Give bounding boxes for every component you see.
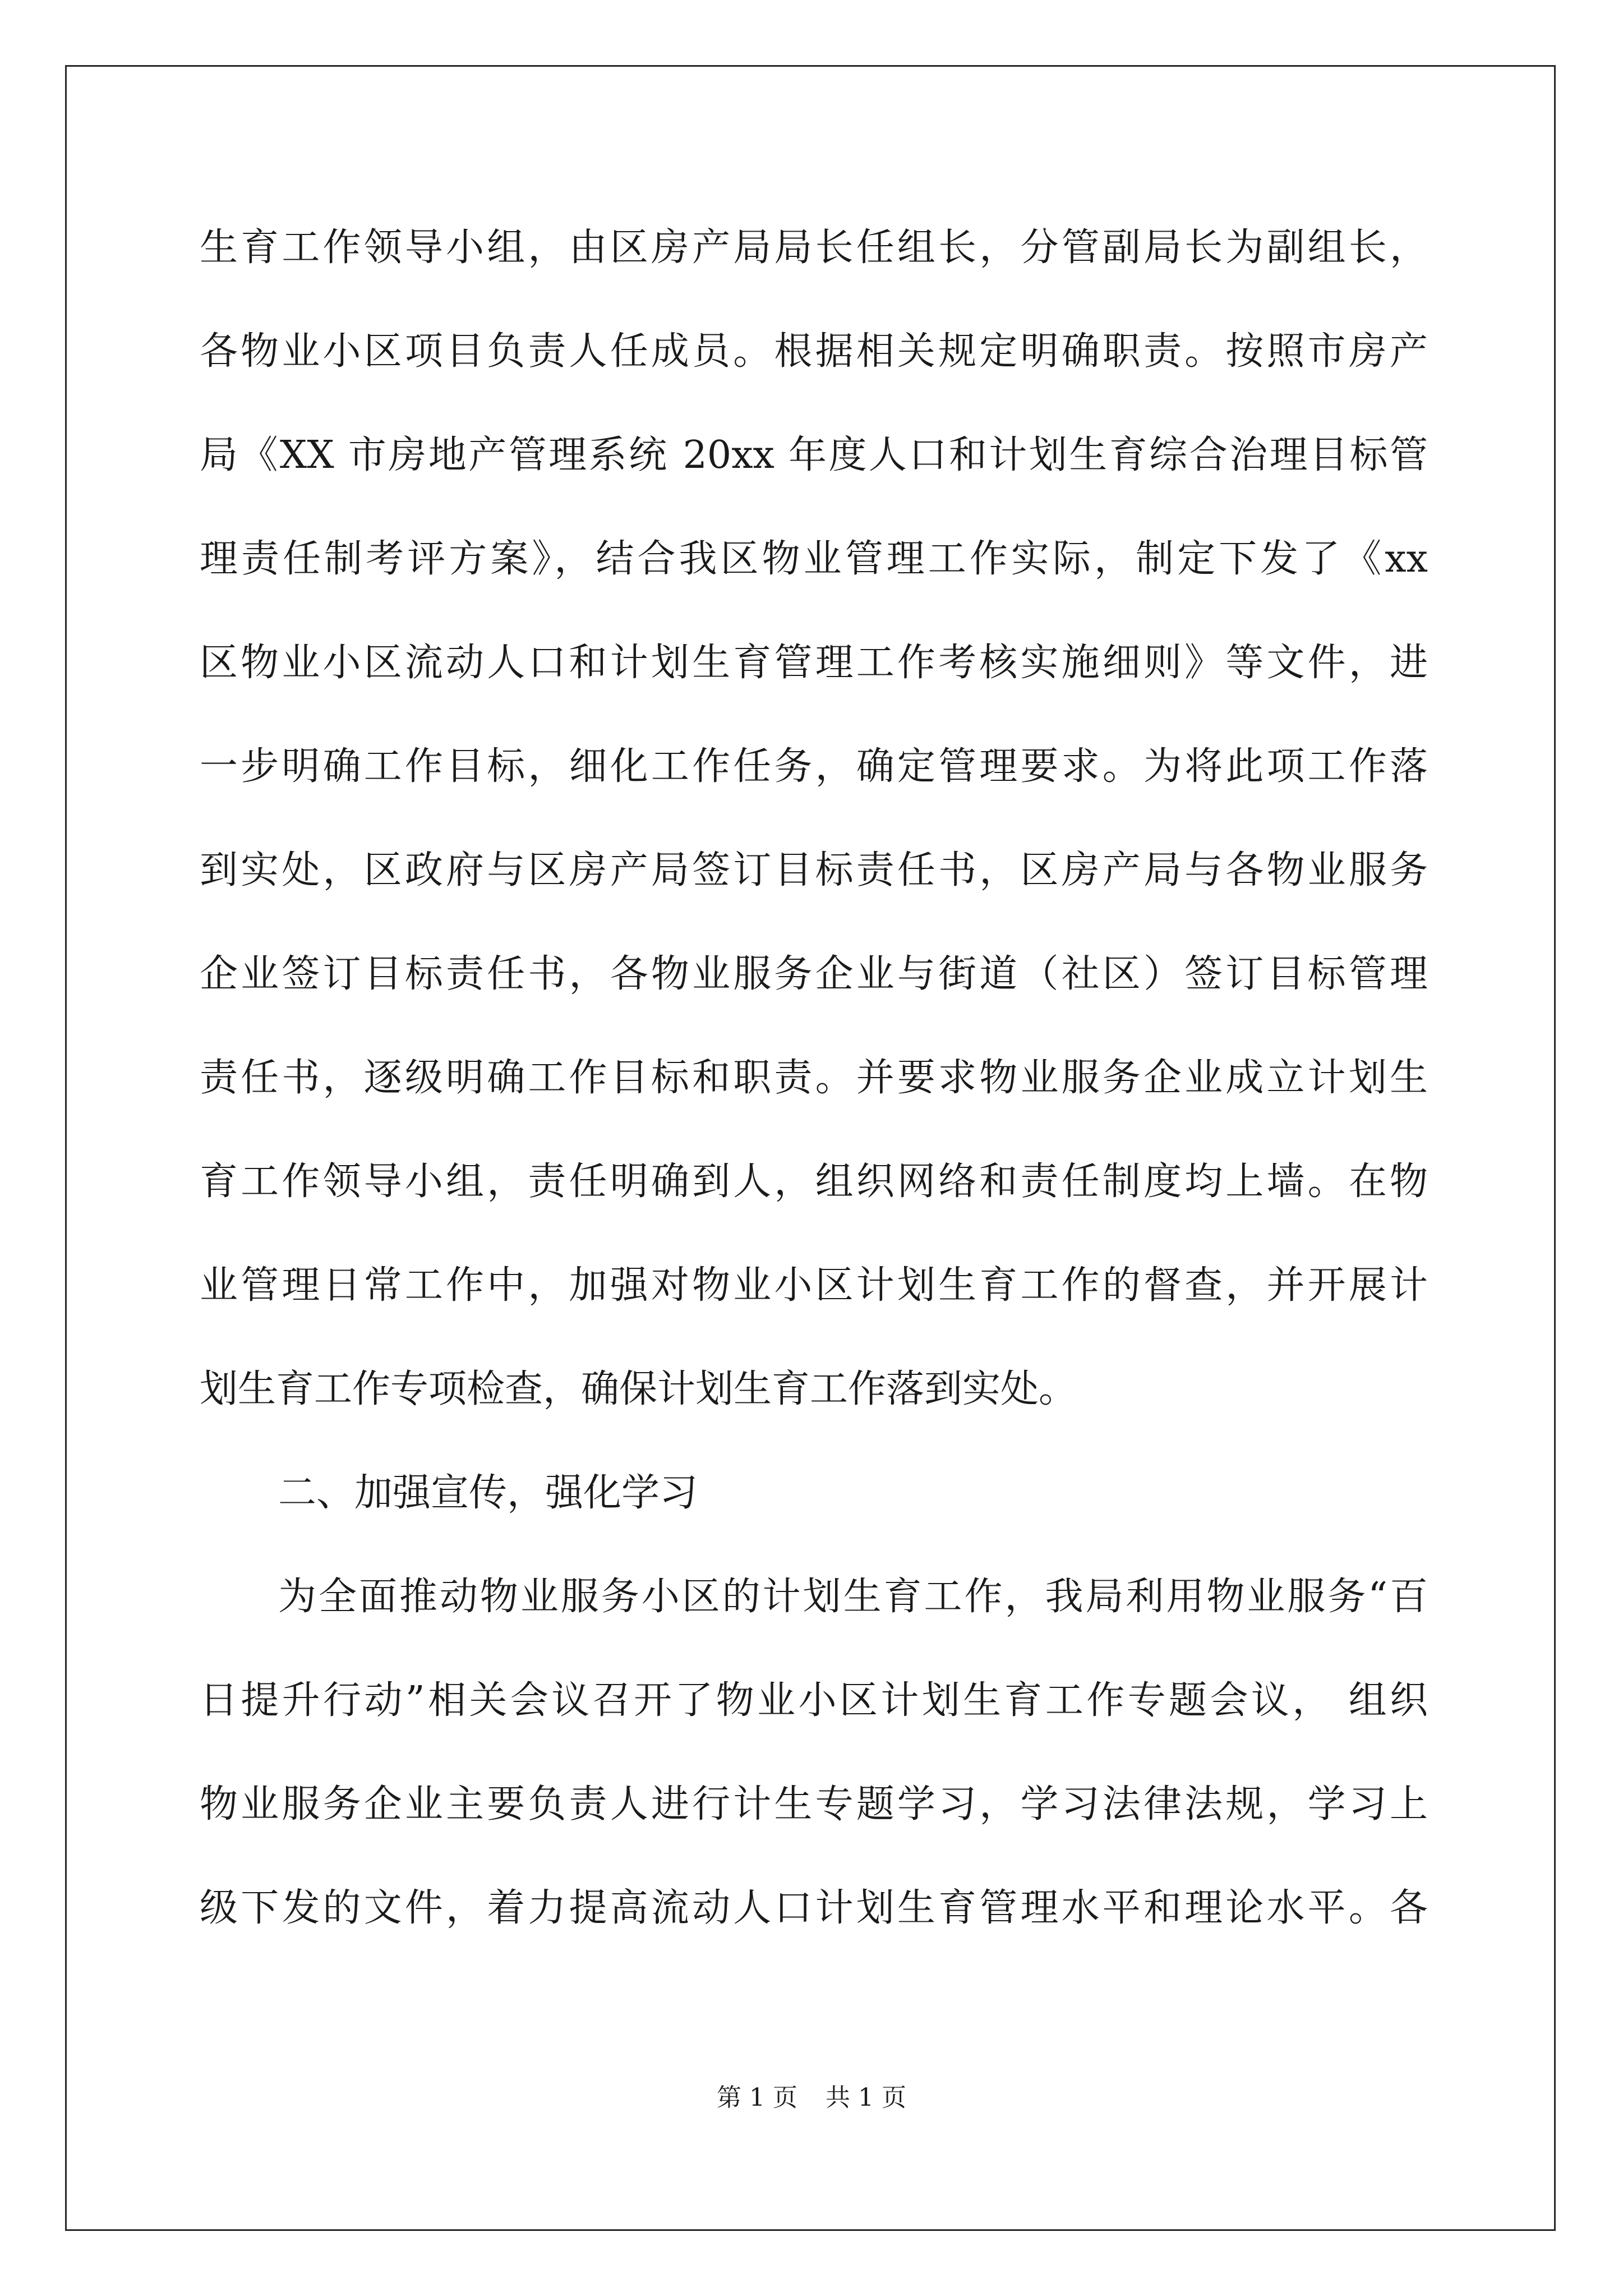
page-total: 共 1 页 xyxy=(826,2083,906,2112)
text-line: 各物业小区项目负责人任成员。根据相关规定明确职责。按照市房产 xyxy=(200,329,1428,374)
section-heading: 二、加强宣传，强化学习 xyxy=(278,1471,698,1515)
text-line: 到实处，区政府与区房产局签订目标责任书，区房产局与各物业服务 xyxy=(200,848,1428,892)
page-number: 第 1 页 xyxy=(717,2083,797,2112)
text-line: 责任书，逐级明确工作目标和职责。并要求物业服务企业成立计划生 xyxy=(200,1056,1428,1100)
text-line: 区物业小区流动人口和计划生育管理工作考核实施细则》等文件，进 xyxy=(200,641,1428,685)
text-line: 生育工作领导小组，由区房产局局长任组长，分管副局长为副组长， xyxy=(200,226,1428,270)
text-line: 理责任制考评方案》，结合我区物业管理工作实际，制定下发了《xx xyxy=(200,537,1428,581)
text-line: 物业服务企业主要负责人进行计生专题学习，学习法律法规，学习上 xyxy=(200,1782,1428,1826)
text-line: 育工作领导小组，责任明确到人，组织网络和责任制度均上墙。在物 xyxy=(200,1159,1428,1204)
text-line: 局《XX 市房地产管理系统 20xx 年度人口和计划生育综合治理目标管 xyxy=(200,433,1428,477)
text-line: 一步明确工作目标，细化工作任务，确定管理要求。为将此项工作落 xyxy=(200,744,1428,789)
text-line: 划生育工作专项检查，确保计划生育工作落到实处。 xyxy=(200,1367,1077,1411)
text-line: 企业签订目标责任书，各物业服务企业与街道（社区）签订目标管理 xyxy=(200,952,1428,996)
text-line: 为全面推动物业服务小区的计划生育工作，我局利用物业服务“百 xyxy=(278,1575,1428,1619)
text-line: 业管理日常工作中，加强对物业小区计划生育工作的督查，并开展计 xyxy=(200,1263,1428,1308)
text-line: 日提升行动”相关会议召开了物业小区计划生育工作专题会议， 组织 xyxy=(200,1678,1428,1723)
page-footer xyxy=(0,2081,1623,2115)
text-line: 级下发的文件，着力提高流动人口计划生育管理水平和理论水平。各 xyxy=(200,1886,1428,1930)
